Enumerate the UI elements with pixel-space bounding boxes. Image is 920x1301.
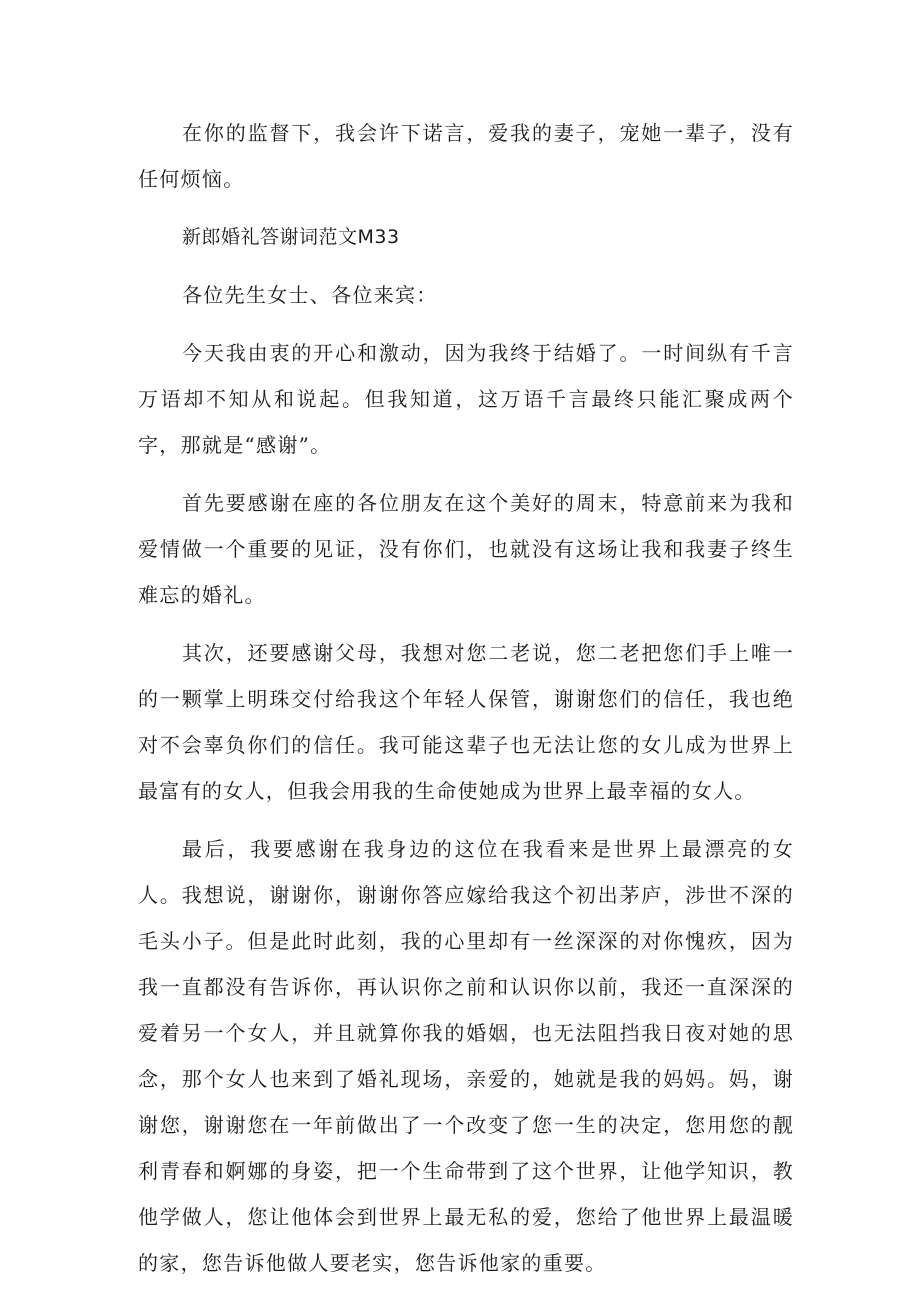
paragraph-thanks-parents: 其次，还要感谢父母，我想对您二老说，您二老把您们手上唯一的一颗掌上明珠交付给我这个年轻人保管，谢谢您们的信任，我也绝对不会辜负你们的信任。我可能这辈子也无法让您的女儿成为世界上最富有的女人，但我会用我的生命使她成为世界上最幸福的女人。 bbox=[138, 641, 794, 803]
paragraph-salutation: 各位先生女士、各位来宾： bbox=[182, 283, 438, 307]
section-title: 新郎婚礼答谢词范文M33 bbox=[182, 226, 400, 248]
paragraph-intro: 今天我由衷的开心和激动，因为我终于结婚了。一时间纵有千言万语却不知从和说起。但我知道，这万语千言最终只能汇聚成两个字，那就是“感谢”。 bbox=[138, 341, 794, 457]
paragraph-thanks-friends: 首先要感谢在座的各位朋友在这个美好的周末，特意前来为我和爱情做一个重要的见证，没有你们，也就没有这场让我和我妻子终生难忘的婚礼。 bbox=[138, 491, 794, 607]
paragraph-vow: 在你的监督下，我会许下诺言，爱我的妻子，宠她一辈子，没有任何烦恼。 bbox=[138, 121, 794, 191]
paragraph-thanks-wife-mother: 最后，我要感谢在我身边的这位在我看来是世界上最漂亮的女人。我想说，谢谢你，谢谢你答应嫁给我这个初出茅庐，涉世不深的毛头小子。但是此时此刻，我的心里却有一丝深深的对你愧疚，因为我一直都没有告诉你，再认识你之前和认识你以前，我还一直深深的爱着另一个女人，并且就算你我的婚姻，也无法阻挡我日夜对她的思念，那个女人也来到了婚礼现场，亲爱的，她就是我的妈妈。妈，谢谢您，谢谢您在一年前做出了一个改变了您一生的决定，您用您的靓利青春和婀娜的身姿，把一个生命带到了这个世界，让他学知识，教他学做人，您让他体会到世界上最无私的爱，您给了他世界上最温暖的家，您告诉他做人要老实，您告诉他家的重要。 bbox=[138, 837, 794, 1275]
document-body bbox=[138, 110, 794, 1286]
